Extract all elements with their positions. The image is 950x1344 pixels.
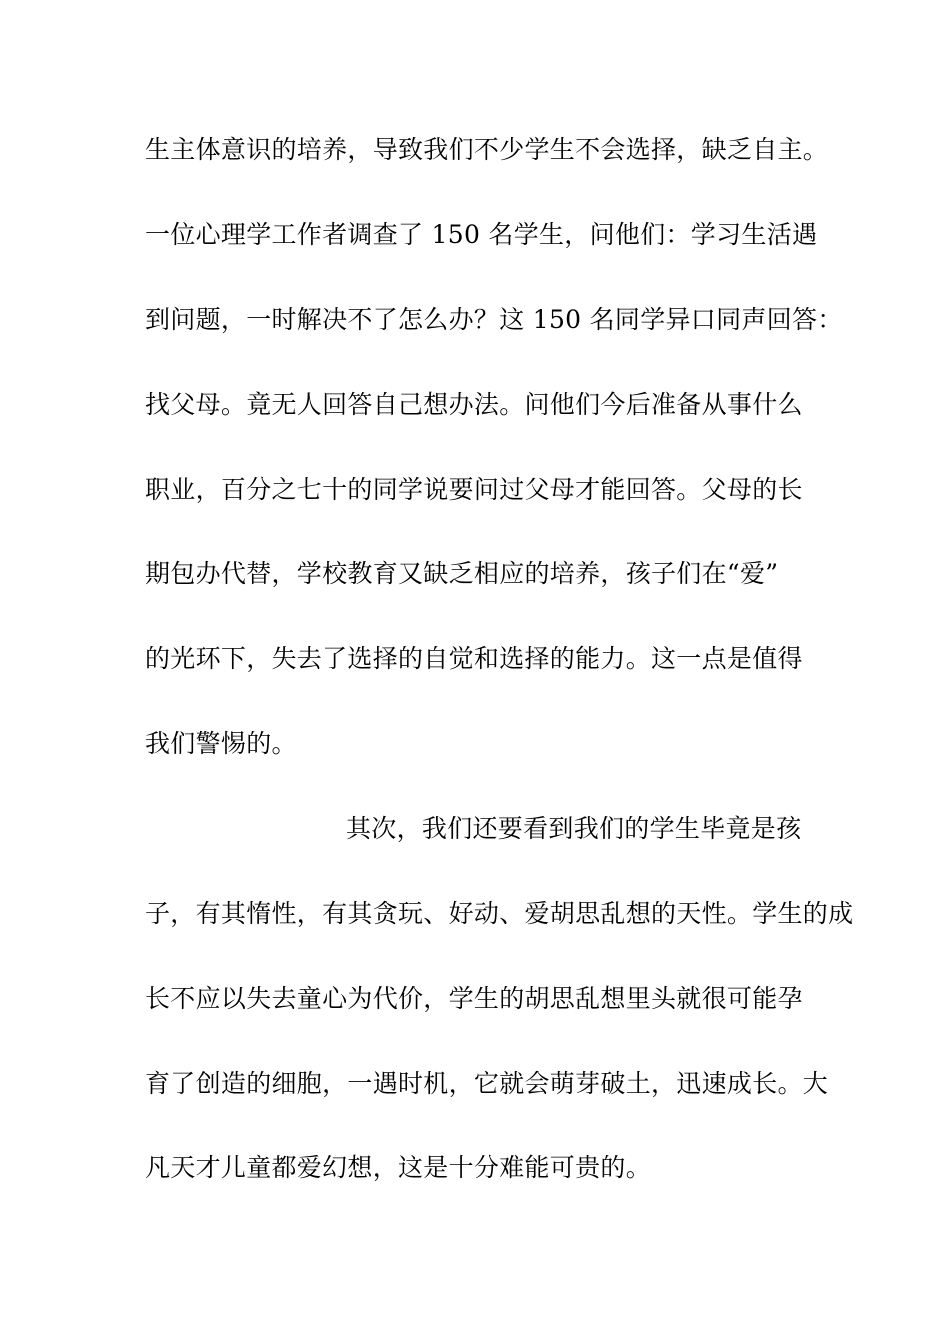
text-line: 的光环下，失去了选择的自觉和选择的能力。这一点是值得 [145,644,803,673]
text-line: 长不应以失去童心为代价，学生的胡思乱想里头就很可能孕 [145,984,803,1013]
text-line: 育了创造的细胞，一遇时机，它就会萌芽破土，迅速成长。大 [145,1069,829,1098]
text-line: 凡天才儿童都爱幻想，这是十分难能可贵的。 [145,1153,652,1182]
text-line: 到问题，一时解决不了怎么办？这 150 名同学异口同声回答： [145,305,843,334]
text-line: 找父母。竟无人回答自己想办法。问他们今后准备从事什么 [145,390,803,419]
text-line: 期包办代替，学校教育又缺乏相应的培养，孩子们在“爱” [145,559,779,588]
text-line: 一位心理学工作者调查了 150 名学生，问他们：学习生活遇 [145,220,818,249]
text-line: 其次，我们还要看到我们的学生毕竟是孩 [346,814,802,843]
text-line: 职业，百分之七十的同学说要问过父母才能回答。父母的长 [145,475,803,504]
text-line: 我们警惕的。 [145,729,297,758]
text-line: 生主体意识的培养，导致我们不少学生不会选择，缺乏自主。 [145,135,829,164]
text-line: 子，有其惰性，有其贪玩、好动、爱胡思乱想的天性。学生的成 [145,899,854,928]
